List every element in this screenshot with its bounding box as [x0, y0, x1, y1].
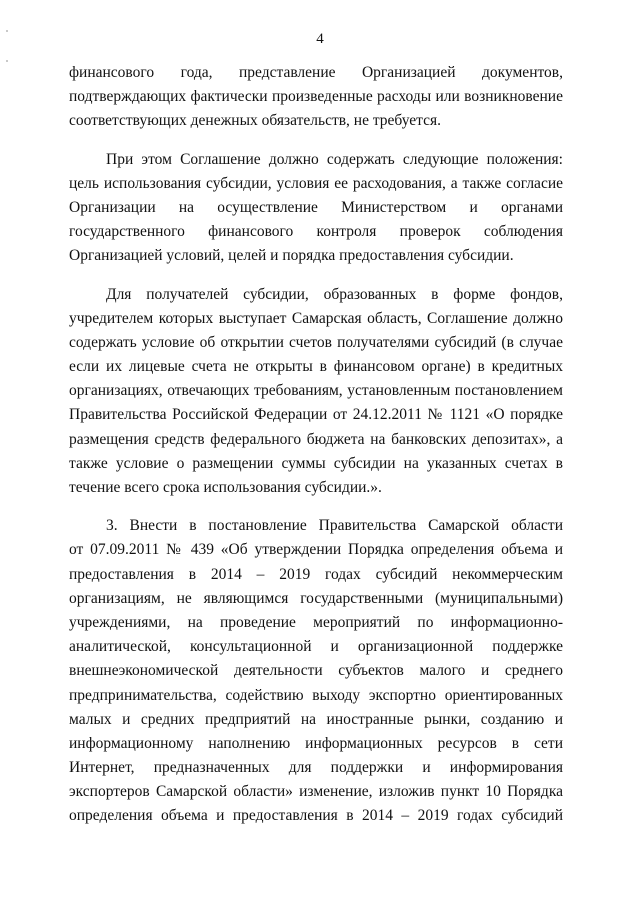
paragraph [69, 61, 563, 134]
text-line: Организацией условий, целей и порядка предоставления субсидии. [69, 247, 514, 265]
text-line: организациям, не являющимся государственными (муниципальными) [69, 589, 563, 607]
page-number: 4 [316, 31, 324, 47]
text-line: Для получателей субсидии, образованных в форме фондов, [106, 285, 563, 303]
paragraph [69, 283, 563, 501]
text-line: определения объема и предоставления в 2014 – 2019 годах субсидий [69, 807, 563, 825]
text-line: малых и средних предприятий на иностранные рынки, созданию и [69, 710, 563, 728]
text-line: 3. Внести в постановление Правительства Самарской области [106, 517, 563, 535]
text-line: цель использования субсидии, условия ее расходования, а также согласие [69, 174, 563, 192]
text-line: предпринимательства, содействию выходу экспортно ориентированных [69, 686, 563, 704]
text-line: финансового года, представление Организацией документов, [69, 64, 563, 81]
text-line: содержать условие об открытии счетов получателями субсидий (в случае [69, 333, 563, 351]
text-line: также условие о размещении суммы субсидии на указанных счетах в [69, 454, 563, 472]
text-line: государственного финансового контроля проверок соблюдения [69, 223, 563, 241]
text-line: внешнеэкономической деятельности субъектов малого и среднего [69, 662, 563, 680]
paragraph [69, 514, 563, 828]
text-line: Организации на осуществление Министерством и органами [69, 198, 563, 216]
text-line: Правительства Российской Федерации от 24.12.2011 № 1121 «О порядке [69, 406, 563, 424]
text-line: соответствующих денежных обязательств, не требуется. [69, 112, 441, 130]
paragraph [69, 148, 563, 269]
text-line: организациях, отвечающих требованиям, установленным постановлением [69, 382, 563, 400]
text-line: учреждениями, на проведение мероприятий по информационно- [69, 613, 563, 631]
text-line: информационному наполнению информационных ресурсов в сети [69, 734, 563, 752]
text-line: предоставления в 2014 – 2019 годах субсидий некоммерческим [69, 565, 563, 583]
text-line: течение всего срока использования субсидии.». [69, 479, 382, 496]
text-line: экспортеров Самарской области» изменение, изложив пункт 10 Порядка [69, 783, 563, 801]
text-line: учредителем которых выступает Самарская область, Соглашение должно [69, 309, 563, 327]
text-line: от 07.09.2011 № 439 «Об утверждении Порядка определения объема и [69, 541, 563, 559]
text-line: аналитической, консультационной и организационной поддержке [69, 638, 563, 656]
scan-artifact [6, 60, 8, 62]
text-line: Интернет, предназначенных для поддержки и информирования [69, 759, 563, 777]
text-line: если их лицевые счета не открыты в финансовом органе) в кредитных [69, 358, 563, 376]
text-line: подтверждающих фактически произведенные расходы или возникновение [69, 88, 563, 106]
document-body [69, 61, 563, 843]
text-line: При этом Соглашение должно содержать следующие положения: [106, 150, 563, 168]
text-line: размещения средств федерального бюджета на банковских депозитах», а [69, 430, 563, 448]
